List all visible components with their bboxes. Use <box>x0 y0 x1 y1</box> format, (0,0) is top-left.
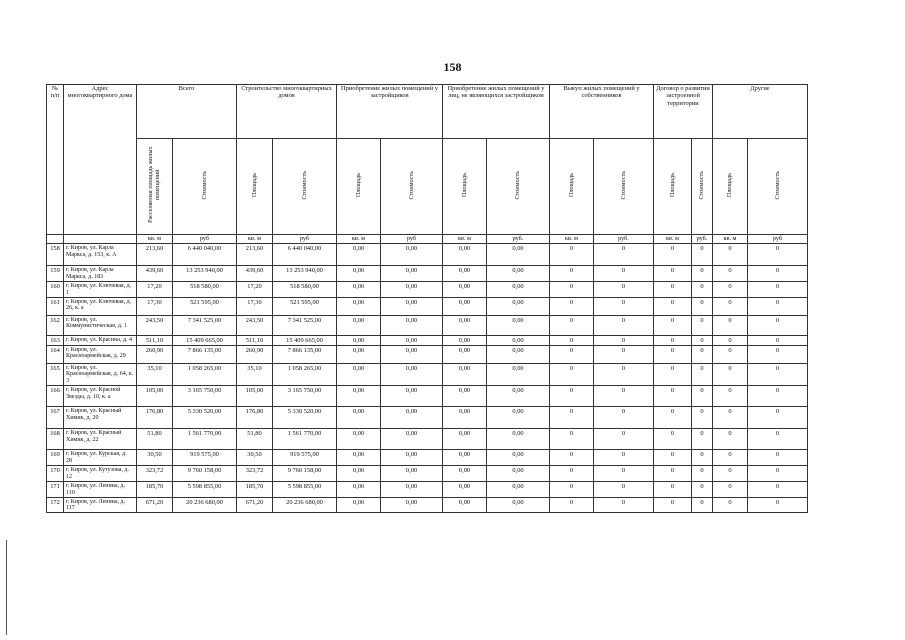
header-group-buyout: Выкуп жилых помещений у собственников <box>550 85 654 139</box>
row-value: 1 058 265,00 <box>273 363 337 386</box>
row-value: 17,30 <box>137 297 173 315</box>
row-address: г. Киров, ул. Курская, д. 28 <box>64 450 137 466</box>
row-value: 671,20 <box>137 497 173 513</box>
row-value: 0,00 <box>337 386 381 407</box>
header-num: № п/п <box>47 85 64 235</box>
row-value: 0,00 <box>487 335 550 345</box>
row-value: 0 <box>748 466 808 482</box>
row-value: 35,10 <box>237 363 273 386</box>
row-value: 0 <box>550 335 594 345</box>
row-value: 0 <box>692 345 713 363</box>
row-value: 243,50 <box>237 315 273 335</box>
subheader-cost-development: Стоимость <box>692 139 713 235</box>
row-value: 0,00 <box>443 386 487 407</box>
row-value: 0 <box>654 481 692 497</box>
row-value: 5 598 855,00 <box>273 481 337 497</box>
row-value: 17,20 <box>137 281 173 297</box>
row-value: 0,00 <box>337 335 381 345</box>
row-value: 0,00 <box>337 450 381 466</box>
unit-cell: руб <box>273 235 337 244</box>
row-number: 168 <box>47 429 64 450</box>
row-value: 521 595,00 <box>273 297 337 315</box>
header-group-other: Другие <box>713 85 808 139</box>
row-value: 0,00 <box>381 266 443 282</box>
row-value: 0,00 <box>381 386 443 407</box>
row-value: 20 236 680,00 <box>173 497 237 513</box>
row-value: 0,00 <box>443 315 487 335</box>
row-value: 0 <box>748 335 808 345</box>
row-value: 0 <box>550 466 594 482</box>
row-value: 0,00 <box>381 407 443 429</box>
row-value: 35,10 <box>137 363 173 386</box>
row-number: 166 <box>47 386 64 407</box>
row-value: 1 561 770,00 <box>273 429 337 450</box>
row-value: 0 <box>594 345 654 363</box>
row-value: 0 <box>748 386 808 407</box>
row-value: 0,00 <box>381 244 443 266</box>
row-value: 0,00 <box>337 407 381 429</box>
row-value: 511,10 <box>237 335 273 345</box>
row-value: 0,00 <box>487 281 550 297</box>
row-value: 0 <box>713 429 748 450</box>
row-value: 3 165 750,00 <box>173 386 237 407</box>
row-value: 0 <box>713 297 748 315</box>
row-value: 0 <box>594 429 654 450</box>
row-value: 0 <box>713 481 748 497</box>
row-value: 0 <box>713 345 748 363</box>
row-value: 0,00 <box>443 429 487 450</box>
row-value: 0 <box>713 335 748 345</box>
row-value: 0,00 <box>381 429 443 450</box>
row-value: 0,00 <box>487 429 550 450</box>
row-number: 163 <box>47 335 64 345</box>
row-value: 15 409 665,00 <box>173 335 237 345</box>
unit-cell: кв. м <box>713 235 748 244</box>
table-row <box>47 466 808 482</box>
unit-cell: руб <box>173 235 237 244</box>
subheader-area-construction: Площадь <box>237 139 273 235</box>
subheader-area-total: Расселяемая площадь жилых помещений <box>137 139 173 235</box>
row-value: 0,00 <box>337 429 381 450</box>
unit-cell: кв. м <box>654 235 692 244</box>
row-value: 323,72 <box>137 466 173 482</box>
row-value: 0 <box>748 497 808 513</box>
row-value: 0 <box>550 244 594 266</box>
row-number: 167 <box>47 407 64 429</box>
table-row <box>47 407 808 429</box>
row-value: 0 <box>748 297 808 315</box>
row-value: 0 <box>748 281 808 297</box>
subheader-area-purchase-developer: Площадь <box>337 139 381 235</box>
row-value: 0 <box>692 466 713 482</box>
row-value: 0 <box>594 450 654 466</box>
row-address: г. Киров, ул. Ключевая, д. 1 <box>64 281 137 297</box>
row-number: 158 <box>47 244 64 266</box>
row-value: 7 341 525,00 <box>273 315 337 335</box>
row-value: 439,60 <box>237 266 273 282</box>
page-number: 158 <box>443 60 462 74</box>
subheader-cost-construction: Стоимость <box>273 139 337 235</box>
row-number: 159 <box>47 266 64 282</box>
row-value: 0 <box>692 281 713 297</box>
units-blank <box>64 235 137 244</box>
row-value: 0,00 <box>487 386 550 407</box>
table-row <box>47 429 808 450</box>
row-value: 213,60 <box>237 244 273 266</box>
row-value: 0 <box>692 315 713 335</box>
row-value: 0,00 <box>487 481 550 497</box>
row-value: 0,00 <box>443 281 487 297</box>
row-value: 0 <box>748 407 808 429</box>
row-value: 0 <box>550 386 594 407</box>
row-value: 0 <box>692 363 713 386</box>
row-value: 17,30 <box>237 297 273 315</box>
units-blank <box>47 235 64 244</box>
row-value: 260,90 <box>137 345 173 363</box>
row-value: 6 440 040,00 <box>173 244 237 266</box>
row-value: 0 <box>748 315 808 335</box>
row-value: 30,50 <box>237 450 273 466</box>
row-value: 671,20 <box>237 497 273 513</box>
row-value: 0,00 <box>443 407 487 429</box>
row-address: г. Киров, ул. Карла Маркса, д. 183 <box>64 266 137 282</box>
row-value: 30,50 <box>137 450 173 466</box>
row-value: 0,00 <box>443 466 487 482</box>
row-address: г. Киров, ул. Красной Звезды, д. 10, к. а <box>64 386 137 407</box>
row-value: 0,00 <box>337 481 381 497</box>
subheader-cost-other: Стоимость <box>748 139 808 235</box>
row-value: 0 <box>692 450 713 466</box>
row-value: 0,00 <box>381 481 443 497</box>
row-value: 0 <box>692 244 713 266</box>
row-value: 185,70 <box>237 481 273 497</box>
row-value: 0 <box>594 466 654 482</box>
row-value: 0 <box>550 281 594 297</box>
row-value: 0,00 <box>487 297 550 315</box>
row-value: 518 580,00 <box>273 281 337 297</box>
row-address: г. Киров, ул. Ленина, д. 117 <box>64 497 137 513</box>
row-value: 260,90 <box>237 345 273 363</box>
row-address: г. Киров, ул. Ключевая, д. 26, к. а <box>64 297 137 315</box>
row-value: 0 <box>748 450 808 466</box>
row-value: 439,60 <box>137 266 173 282</box>
row-value: 0 <box>692 481 713 497</box>
row-address: г. Киров, ул. Коммунистическая, д. 1 <box>64 315 137 335</box>
row-value: 0 <box>594 297 654 315</box>
row-number: 165 <box>47 363 64 386</box>
row-value: 0 <box>748 481 808 497</box>
row-value: 0,00 <box>337 281 381 297</box>
row-value: 0,00 <box>443 450 487 466</box>
row-value: 9 760 158,00 <box>273 466 337 482</box>
subheader-cost-purchase-developer: Стоимость <box>381 139 443 235</box>
row-value: 5 598 855,00 <box>173 481 237 497</box>
row-value: 5 330 520,00 <box>273 407 337 429</box>
row-number: 160 <box>47 281 64 297</box>
row-value: 0,00 <box>443 297 487 315</box>
subheader-cost-purchase-nondeveloper: Стоимость <box>487 139 550 235</box>
row-value: 20 236 680,00 <box>273 497 337 513</box>
row-value: 0,00 <box>443 497 487 513</box>
row-value: 0,00 <box>381 281 443 297</box>
margin-line <box>6 540 7 635</box>
row-value: 0 <box>654 466 692 482</box>
resettlement-table <box>46 84 808 513</box>
table-row <box>47 335 808 345</box>
row-value: 0,00 <box>337 345 381 363</box>
table-row <box>47 450 808 466</box>
row-value: 0 <box>550 266 594 282</box>
row-value: 9 760 158,00 <box>173 466 237 482</box>
row-value: 0,00 <box>337 363 381 386</box>
row-value: 0 <box>713 497 748 513</box>
row-value: 0 <box>713 315 748 335</box>
row-value: 0 <box>692 297 713 315</box>
table-row <box>47 497 808 513</box>
row-value: 0 <box>713 450 748 466</box>
row-value: 0 <box>550 363 594 386</box>
row-number: 161 <box>47 297 64 315</box>
row-value: 0,00 <box>381 345 443 363</box>
row-value: 0,00 <box>487 363 550 386</box>
row-address: г. Киров, ул. Красноармейская, д. 64, к. 3 <box>64 363 137 386</box>
units-row <box>47 235 808 244</box>
row-value: 0 <box>654 281 692 297</box>
row-value: 13 253 940,00 <box>173 266 237 282</box>
row-value: 0 <box>654 345 692 363</box>
unit-cell: руб. <box>487 235 550 244</box>
unit-cell: кв. м <box>237 235 273 244</box>
row-number: 169 <box>47 450 64 466</box>
row-number: 172 <box>47 497 64 513</box>
row-value: 0 <box>748 429 808 450</box>
row-value: 51,80 <box>137 429 173 450</box>
row-value: 0,00 <box>443 481 487 497</box>
row-value: 0 <box>594 315 654 335</box>
row-value: 0,00 <box>487 266 550 282</box>
header-group-purchase-nondeveloper: Приобретение жилых помещений у лиц, не являющихся застройщиком <box>443 85 550 139</box>
row-value: 0 <box>594 481 654 497</box>
table-row <box>47 386 808 407</box>
row-value: 0,00 <box>381 450 443 466</box>
row-value: 0 <box>594 363 654 386</box>
row-value: 0 <box>748 266 808 282</box>
row-value: 0 <box>550 345 594 363</box>
row-value: 0 <box>692 497 713 513</box>
row-address: г. Киров, ул. Ленина, д. 110 <box>64 481 137 497</box>
row-value: 0 <box>654 335 692 345</box>
unit-cell: кв. м <box>443 235 487 244</box>
row-value: 0 <box>654 450 692 466</box>
row-address: г. Киров, ул. Красный Химик, д. 22 <box>64 429 137 450</box>
subheader-area-buyout: Площадь <box>550 139 594 235</box>
row-value: 243,50 <box>137 315 173 335</box>
row-number: 164 <box>47 345 64 363</box>
row-value: 0 <box>594 335 654 345</box>
row-value: 0 <box>748 363 808 386</box>
row-value: 0 <box>654 297 692 315</box>
row-value: 0 <box>654 386 692 407</box>
row-address: г. Киров, ул. Красина, д. 4 <box>64 335 137 345</box>
row-value: 0 <box>550 450 594 466</box>
unit-cell: кв. м <box>550 235 594 244</box>
subheader-area-purchase-nondeveloper: Площадь <box>443 139 487 235</box>
row-value: 0 <box>713 386 748 407</box>
row-value: 0,00 <box>337 466 381 482</box>
row-value: 105,00 <box>137 386 173 407</box>
row-value: 176,80 <box>137 407 173 429</box>
row-value: 0 <box>654 407 692 429</box>
row-value: 0 <box>713 466 748 482</box>
unit-cell: руб. <box>692 235 713 244</box>
row-value: 0 <box>550 429 594 450</box>
table-row <box>47 244 808 266</box>
unit-cell: руб. <box>594 235 654 244</box>
header-group-development-agreement: Договор о развитии застроенной территории <box>654 85 713 139</box>
row-value: 0 <box>654 266 692 282</box>
row-value: 518 580,00 <box>173 281 237 297</box>
row-value: 0 <box>550 497 594 513</box>
row-value: 0 <box>713 281 748 297</box>
row-value: 15 409 665,00 <box>273 335 337 345</box>
row-value: 0 <box>692 407 713 429</box>
row-number: 162 <box>47 315 64 335</box>
header-group-purchase-developer: Приобретение жилых помещений у застройщиков <box>337 85 443 139</box>
row-value: 0 <box>654 497 692 513</box>
row-value: 3 165 750,00 <box>273 386 337 407</box>
row-value: 0 <box>594 407 654 429</box>
header-group-total: Всего <box>137 85 237 139</box>
row-value: 0,00 <box>337 266 381 282</box>
row-value: 511,10 <box>137 335 173 345</box>
row-value: 7 341 525,00 <box>173 315 237 335</box>
row-value: 919 575,00 <box>173 450 237 466</box>
row-value: 1 058 265,00 <box>173 363 237 386</box>
row-value: 323,72 <box>237 466 273 482</box>
table-row <box>47 481 808 497</box>
row-value: 13 253 940,00 <box>273 266 337 282</box>
row-value: 105,00 <box>237 386 273 407</box>
row-value: 0,00 <box>443 363 487 386</box>
subheader-cost-total: Стоимость <box>173 139 237 235</box>
row-value: 0 <box>692 386 713 407</box>
row-value: 0 <box>748 345 808 363</box>
row-value: 0,00 <box>337 244 381 266</box>
row-number: 171 <box>47 481 64 497</box>
unit-cell: кв. м <box>137 235 173 244</box>
row-value: 7 866 135,00 <box>273 345 337 363</box>
row-value: 0,00 <box>381 297 443 315</box>
row-value: 0 <box>550 315 594 335</box>
row-value: 0 <box>692 266 713 282</box>
row-value: 0,00 <box>487 450 550 466</box>
table-row <box>47 266 808 282</box>
row-value: 0,00 <box>487 497 550 513</box>
header-group-construction: Строительство многоквартирных домов <box>237 85 337 139</box>
row-value: 0 <box>654 429 692 450</box>
table-body <box>47 244 808 513</box>
unit-cell: руб <box>748 235 808 244</box>
subheader-area-development: Площадь <box>654 139 692 235</box>
unit-cell: руб <box>381 235 443 244</box>
row-value: 0 <box>654 315 692 335</box>
row-value: 5 330 520,00 <box>173 407 237 429</box>
row-value: 919 575,00 <box>273 450 337 466</box>
row-value: 0,00 <box>381 363 443 386</box>
row-address: г. Киров, ул. Кутузова, д. 12 <box>64 466 137 482</box>
row-value: 7 866 135,00 <box>173 345 237 363</box>
row-value: 0 <box>692 335 713 345</box>
row-value: 0,00 <box>443 335 487 345</box>
table-row <box>47 363 808 386</box>
header-address: Адрес многоквартирного дома <box>64 85 137 235</box>
row-value: 6 440 040,00 <box>273 244 337 266</box>
table-row <box>47 297 808 315</box>
row-value: 185,70 <box>137 481 173 497</box>
row-value: 0 <box>594 281 654 297</box>
row-value: 0,00 <box>381 315 443 335</box>
row-value: 1 561 770,00 <box>173 429 237 450</box>
row-value: 0,00 <box>487 466 550 482</box>
row-value: 51,80 <box>237 429 273 450</box>
row-value: 0 <box>594 244 654 266</box>
row-value: 0,00 <box>381 466 443 482</box>
row-value: 0,00 <box>443 244 487 266</box>
row-value: 0,00 <box>487 244 550 266</box>
row-value: 0 <box>550 297 594 315</box>
row-address: г. Киров, ул. Красноармейская, д. 29 <box>64 345 137 363</box>
row-value: 0,00 <box>381 335 443 345</box>
row-value: 0,00 <box>443 266 487 282</box>
row-value: 17,20 <box>237 281 273 297</box>
row-value: 0 <box>654 363 692 386</box>
row-value: 0 <box>594 266 654 282</box>
row-value: 0 <box>713 407 748 429</box>
row-value: 0 <box>594 386 654 407</box>
unit-cell: кв. м <box>337 235 381 244</box>
row-address: г. Киров, ул. Красный Химик, д. 20 <box>64 407 137 429</box>
row-address: г. Киров, ул. Карла Маркса, д. 153, к. А <box>64 244 137 266</box>
row-value: 0,00 <box>487 315 550 335</box>
row-value: 0,00 <box>443 345 487 363</box>
row-value: 0 <box>748 244 808 266</box>
subheader-area-other: Площадь <box>713 139 748 235</box>
row-value: 0 <box>713 363 748 386</box>
row-number: 170 <box>47 466 64 482</box>
row-value: 0,00 <box>337 497 381 513</box>
row-value: 176,80 <box>237 407 273 429</box>
row-value: 0,00 <box>487 407 550 429</box>
row-value: 0 <box>550 481 594 497</box>
row-value: 213,60 <box>137 244 173 266</box>
table-row <box>47 315 808 335</box>
row-value: 0 <box>713 266 748 282</box>
row-value: 0 <box>550 407 594 429</box>
row-value: 0 <box>713 244 748 266</box>
row-value: 0,00 <box>337 297 381 315</box>
subheader-cost-buyout: Стоимость <box>594 139 654 235</box>
row-value: 521 595,00 <box>173 297 237 315</box>
row-value: 0 <box>692 429 713 450</box>
row-value: 0 <box>594 497 654 513</box>
row-value: 0,00 <box>487 345 550 363</box>
table-row <box>47 281 808 297</box>
row-value: 0,00 <box>337 315 381 335</box>
row-value: 0 <box>654 244 692 266</box>
table-row <box>47 345 808 363</box>
row-value: 0,00 <box>381 497 443 513</box>
